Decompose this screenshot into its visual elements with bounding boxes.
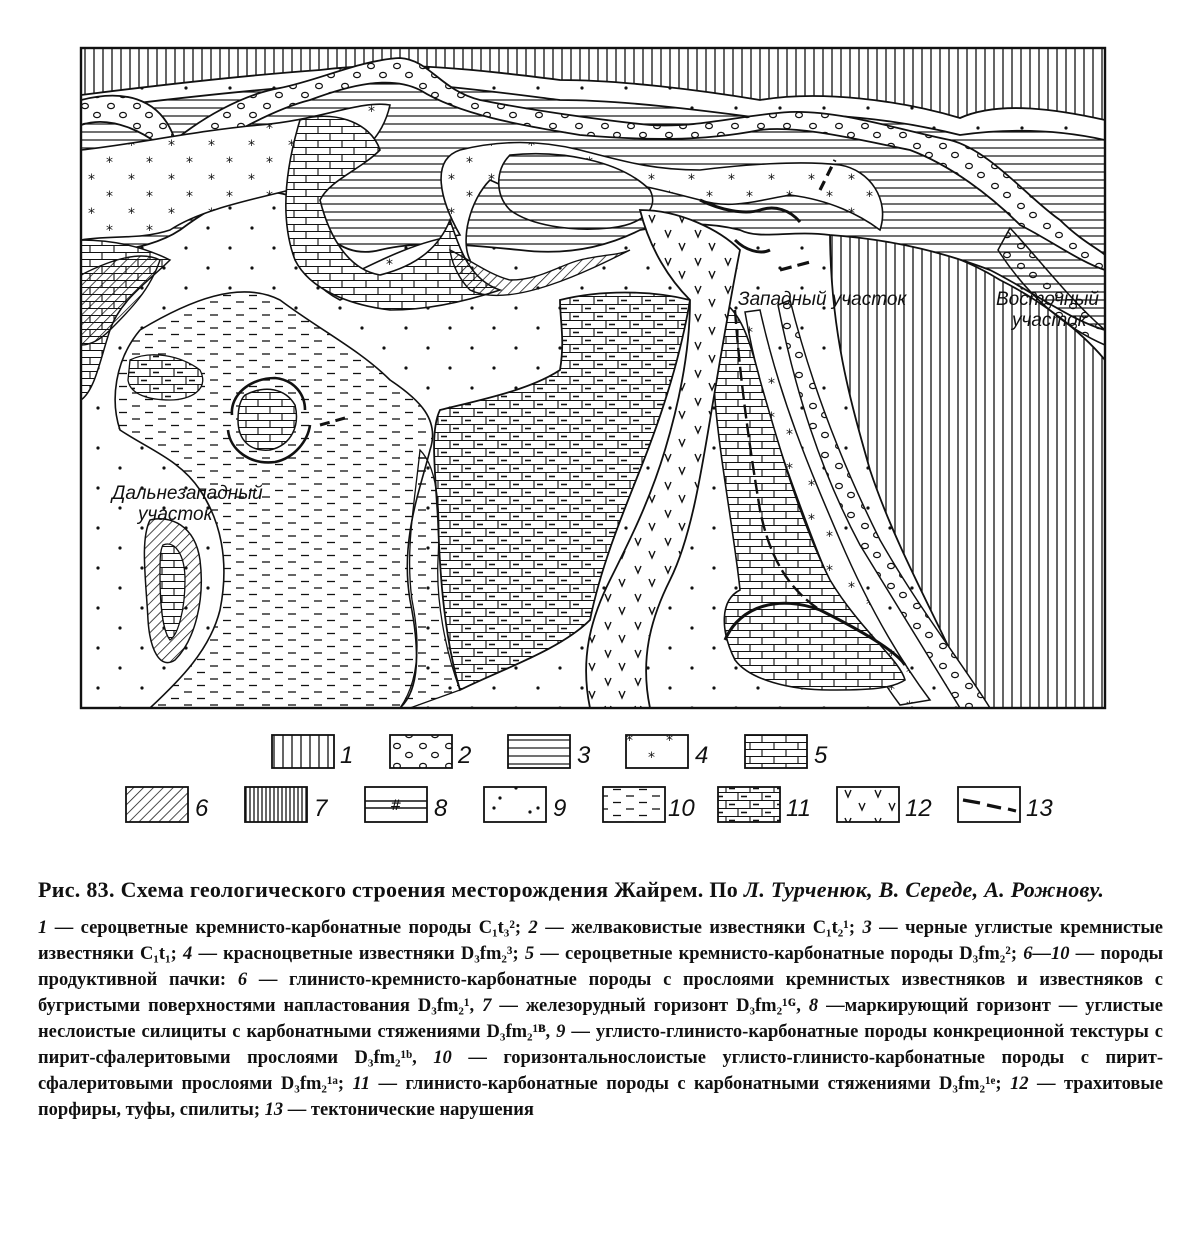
- item-num-13: 13: [264, 1100, 284, 1120]
- legend-item-9: [484, 787, 566, 822]
- item-text-1: — сероцветные кремнисто-карбонатные породы C₁t₃²;: [54, 918, 522, 938]
- legend-item-6: [126, 787, 209, 822]
- legend-num-1: 1: [340, 742, 354, 769]
- item-num-10: 10: [433, 1048, 452, 1068]
- item-num-5: 5: [524, 944, 535, 964]
- label-far-western-area-line1: Дальнезападный: [112, 483, 263, 504]
- item-text-2: — желваковистые известняки C₁t₂¹;: [545, 918, 856, 938]
- legend-num-10: 10: [668, 795, 695, 822]
- legend-num-12: 12: [905, 795, 932, 822]
- item-text-12: — трахитовые порфиры, туфы, спилиты;: [38, 1074, 1164, 1120]
- item-text-5: — сероцветные кремнисто-карбонатные породы D₃fm₂²;: [540, 944, 1018, 964]
- legend-num-11: 11: [786, 795, 811, 822]
- label-eastern-area-line1: Восточный: [996, 289, 1099, 310]
- caption-legend-text: [38, 915, 1163, 1123]
- item-num-8: 8: [808, 996, 819, 1016]
- item-text-13: — тектонические нарушения: [287, 1100, 534, 1120]
- legend-item-3: [508, 735, 591, 769]
- item-text-6-10: — породы продуктивной пачки:: [38, 944, 1164, 990]
- legend-item-2: [390, 735, 471, 769]
- legend-item-11: [718, 787, 811, 822]
- legend-num-7: 7: [314, 795, 328, 822]
- item-text-4: — красноцветные известняки D₃fm₂³;: [198, 944, 519, 964]
- item-num-6: 6: [237, 970, 248, 990]
- item-num-4: 4: [182, 944, 193, 964]
- legend-num-3: 3: [577, 742, 591, 769]
- legend-num-8: 8: [434, 795, 448, 822]
- legend-item-12: [837, 787, 932, 822]
- item-text-9: — углисто-глинисто-карбонатные породы конкреционной текстуры с пирит-сфалеритовыми прослоями D₃fm₂¹ᵇ,: [38, 1022, 1164, 1068]
- figure-caption: [38, 876, 1163, 1123]
- legend-num-2: 2: [458, 742, 472, 769]
- legend: [126, 735, 1053, 822]
- legend-item-10: [603, 787, 695, 822]
- item-num-1: 1: [38, 918, 48, 938]
- legend-item-8: [365, 787, 448, 822]
- map-body: [81, 48, 1105, 708]
- item-num-9: 9: [556, 1022, 566, 1042]
- svg-text:#: #: [390, 798, 402, 814]
- item-num-2: 2: [528, 918, 538, 938]
- figure-authors: Л. Турченюк, В. Середе, А. Рожнову.: [743, 877, 1105, 902]
- item-num-6-10: 6—10: [1023, 944, 1070, 964]
- item-num-12: 12: [1010, 1074, 1029, 1094]
- legend-item-1: [272, 735, 353, 769]
- item-text-8: —маркирующий горизонт — углистые неслоистые силициты с карбонатными стяжениями D₃fm₂¹ᴮ,: [38, 996, 1163, 1042]
- figure-label: Рис. 83.: [38, 877, 115, 902]
- legend-item-5: [745, 735, 828, 769]
- item-num-11: 11: [352, 1074, 371, 1094]
- legend-num-5: 5: [814, 742, 828, 769]
- item-text-10: — горизонтальнослоистые углисто-глинисто-карбонатные породы с пирит-сфалеритовыми прослоями D₃fm₂¹ᵃ;: [38, 1048, 1164, 1094]
- label-eastern-area-line2: участок: [1012, 310, 1087, 331]
- legend-num-13: 13: [1026, 795, 1053, 822]
- item-num-3: 3: [862, 918, 872, 938]
- legend-num-9: 9: [553, 795, 567, 822]
- item-text-11: — глинисто-карбонатные породы с карбонатными стяжениями D₃fm₂¹ᵉ;: [378, 1074, 1002, 1094]
- legend-num-4: 4: [695, 742, 709, 769]
- label-far-western-area-line2: участок: [138, 504, 213, 525]
- label-western-area: Западный участок: [738, 289, 907, 310]
- item-text-7: — железорудный горизонт D₃fm₂¹ᴳ,: [499, 996, 801, 1016]
- legend-item-7: [245, 787, 329, 822]
- item-num-7: 7: [482, 996, 492, 1016]
- item-text-3: — черные углистые кремнистые известняки C₁t₁;: [38, 918, 1164, 964]
- caption-heading: [38, 876, 1163, 903]
- legend-item-13: [958, 787, 1053, 822]
- legend-item-4: [626, 735, 708, 769]
- item-text-6: — глинисто-кремнисто-карбонатные породы с прослоями кремнистых известняков и известняков с бугристыми поверхностями напластования D₃fm₂¹,: [38, 970, 1164, 1016]
- figure-title: Схема геологического строения месторождения Жайрем. По: [120, 877, 739, 902]
- legend-num-6: 6: [195, 795, 209, 822]
